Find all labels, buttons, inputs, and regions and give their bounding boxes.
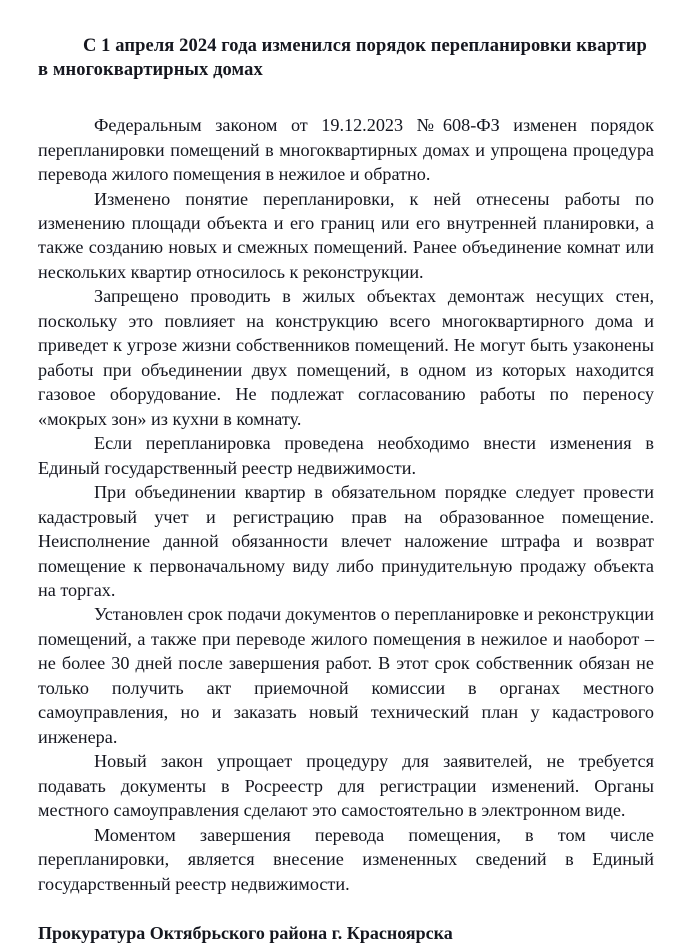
- paragraph: Запрещено проводить в жилых объектах демонтаж несущих стен, поскольку это повлияет на конструкцию всего многоквартирного дома и приведет к угрозе жизни собственников помещений. Не могут быть узаконены работы при объединении двух помещений, в одном из которых находится газовое оборудование. Не подлежат согласованию работы по переносу «мокрых зон» из кухни в комнату.: [38, 286, 654, 429]
- document-body: [38, 113, 654, 896]
- paragraph: При объединении квартир в обязательном порядке следует провести кадастровый учет и регистрацию прав на образованное помещение. Неисполнение данной обязанности влечет наложение штрафа и возврат помещение к первоначальному виду либо принудительную продажу объекта на торгах.: [38, 482, 654, 600]
- paragraph: Моментом завершения перевода помещения, в том числе перепланировки, является внесение измененных сведений в Единый государственный реестр недвижимости.: [38, 824, 654, 894]
- paragraph: Если перепланировка проведена необходимо внести изменения в Единый государственный реестр недвижимости.: [38, 433, 654, 478]
- document-signature: Прокуратура Октябрьского района г. Красноярска: [38, 923, 453, 944]
- paragraph: Федеральным законом от 19.12.2023 №608-ФЗ изменен порядок перепланировки помещений в многоквартирных домах и упрощена процедура перевода жилого помещения в нежилое и обратно.: [38, 115, 654, 185]
- paragraph: Установлен срок подачи документов о перепланировке и реконструкции помещений, а также при переводе жилого помещения в нежилое и наоборот – не более 30 дней после завершения работ. В этот срок собственник обязан не только получить акт приемочной комиссии в органах местного самоуправления, но и заказать новый технический план у кадастрового инженера.: [38, 604, 654, 747]
- paragraph: Новый закон упрощает процедуру для заявителей, не требуется подавать документы в Росреестр для регистрации изменений. Органы местного самоуправления сделают это самостоятельно в электронном виде.: [38, 751, 654, 821]
- paragraph: Изменено понятие перепланировки, к ней отнесены работы по изменению площади объекта и его границ или его внутренней планировки, а также созданию новых и смежных помещений. Ранее объединение комнат или нескольких квартир относилось к реконструкции.: [38, 188, 654, 282]
- page-title: С 1 апреля 2024 года изменился порядок перепланировки квартир в многоквартирных домах: [38, 36, 647, 81]
